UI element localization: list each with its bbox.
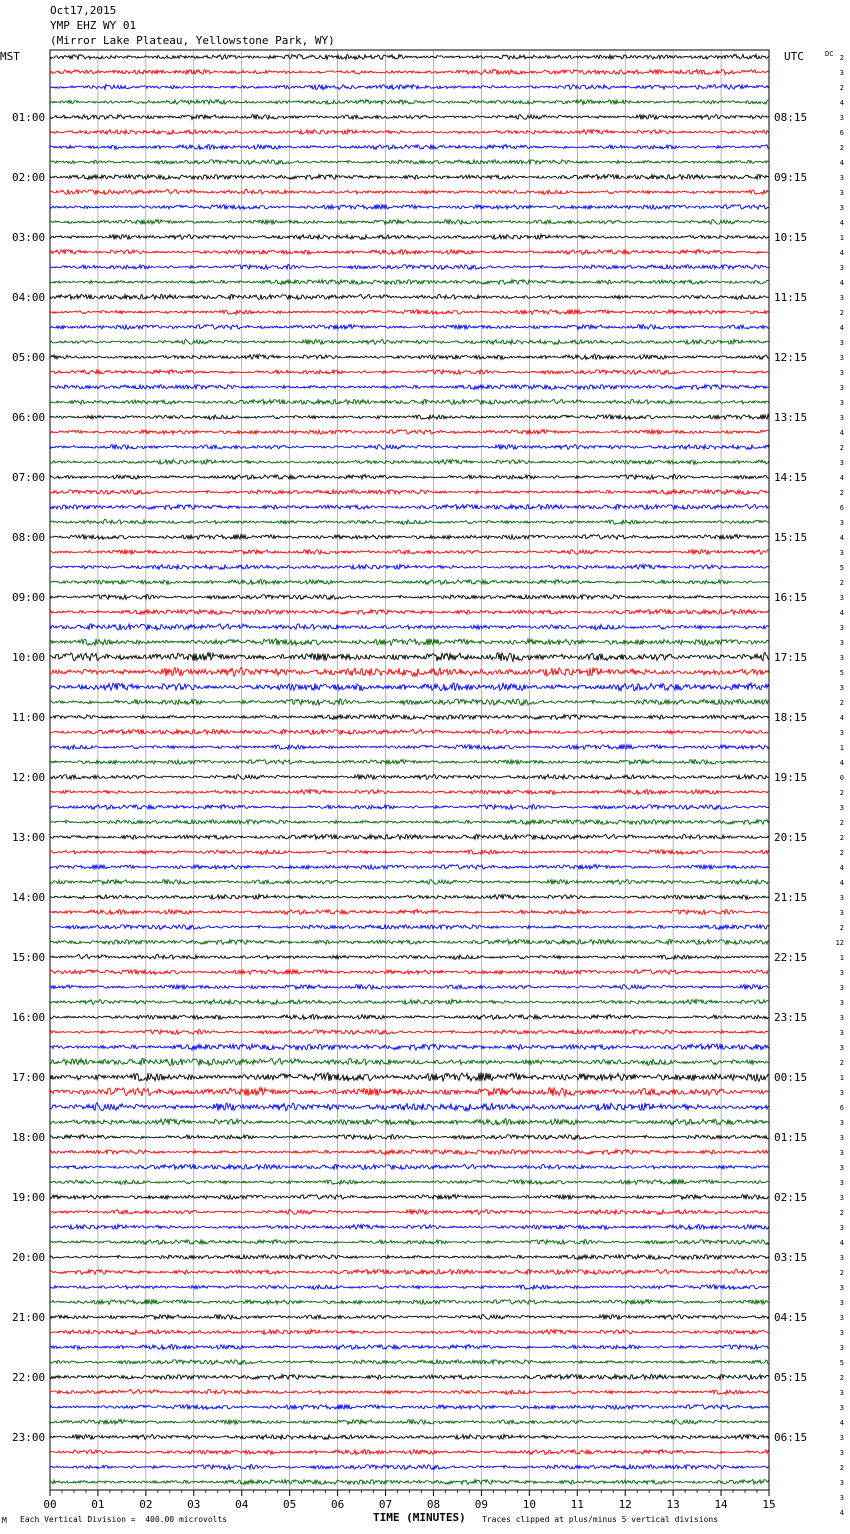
trace-row-55	[50, 880, 769, 885]
dc-offset-value: 4	[839, 1239, 844, 1247]
dc-offset-value: 3	[839, 1149, 844, 1157]
dc-offset-value: 2	[839, 54, 844, 62]
dc-offset-value: 3	[839, 909, 844, 917]
dc-offset-value: 3	[839, 1029, 844, 1037]
dc-offset-value: 4	[839, 1419, 844, 1427]
left-hour-label: 22:00	[12, 1371, 46, 1384]
right-hour-label: 13:15	[774, 411, 808, 424]
left-hour-label: 15:00	[12, 951, 46, 964]
trace-row-68	[50, 1072, 769, 1081]
trace-row-17	[50, 309, 769, 314]
trace-row-5	[50, 129, 769, 134]
trace-row-24	[50, 414, 769, 419]
dc-offset-value: 2	[839, 699, 844, 707]
trace-row-26	[50, 445, 769, 450]
dc-offset-column	[836, 54, 844, 1517]
trace-row-63	[50, 999, 769, 1004]
left-hour-label: 10:00	[12, 651, 46, 664]
dc-offset-value: 12	[835, 939, 844, 947]
right-hour-label: 08:15	[774, 111, 808, 124]
trace-group	[50, 54, 769, 1484]
trace-row-84	[50, 1315, 769, 1320]
dc-offset-value: 3	[839, 984, 844, 992]
left-hour-label: 11:00	[12, 711, 46, 724]
dc-offset-value: 4	[839, 879, 844, 887]
right-hour-label: 06:15	[774, 1431, 808, 1444]
dc-offset-value: 2	[839, 309, 844, 317]
trace-row-27	[50, 459, 769, 464]
trace-row-45	[50, 730, 769, 735]
left-hour-label: 13:00	[12, 831, 46, 844]
trace-row-83	[50, 1299, 769, 1304]
dc-offset-value: 3	[839, 519, 844, 527]
x-axis-ticks	[43, 1490, 775, 1511]
trace-row-50	[50, 805, 769, 810]
trace-row-78	[50, 1224, 769, 1229]
trace-row-73	[50, 1150, 769, 1155]
dc-offset-value: 1	[839, 234, 844, 242]
dc-offset-value: 3	[839, 1254, 844, 1262]
trace-row-91	[50, 1420, 769, 1425]
trace-row-65	[50, 1030, 769, 1035]
dc-offset-value: 2	[839, 489, 844, 497]
dc-offset-value: 4	[839, 714, 844, 722]
dc-offset-value: 4	[839, 429, 844, 437]
dc-offset-value: 4	[839, 1509, 844, 1517]
trace-row-6	[50, 145, 769, 150]
corner-mark: M	[2, 1516, 7, 1525]
x-tick-label: 06	[330, 1498, 345, 1511]
trace-row-40	[50, 652, 769, 661]
trace-row-2	[50, 85, 769, 90]
right-hour-label: 14:15	[774, 471, 808, 484]
left-hour-label: 12:00	[12, 771, 46, 784]
dc-offset-value: 3	[839, 804, 844, 812]
dc-offset-value: 4	[839, 324, 844, 332]
dc-offset-value: 3	[839, 174, 844, 182]
trace-row-53	[50, 850, 769, 855]
dc-offset-value: 1	[839, 954, 844, 962]
trace-row-23	[50, 400, 769, 405]
trace-row-4	[50, 115, 769, 120]
dc-offset-value: 2	[839, 819, 844, 827]
trace-row-20	[50, 355, 769, 360]
x-tick-label: 00	[43, 1498, 57, 1511]
trace-row-9	[50, 190, 769, 195]
trace-row-36	[50, 595, 769, 600]
x-tick-label: 15	[762, 1498, 776, 1511]
x-tick-label: 09	[474, 1498, 489, 1511]
trace-row-13	[50, 250, 769, 255]
trace-row-31	[50, 520, 769, 525]
trace-row-80	[50, 1255, 769, 1260]
dc-offset-value: 5	[839, 1359, 844, 1367]
dc-offset-value: 4	[839, 99, 844, 107]
right-hour-label: 09:15	[774, 171, 808, 184]
dc-offset-value: 3	[839, 294, 844, 302]
x-tick-label: 12	[618, 1498, 632, 1511]
trace-row-47	[50, 760, 769, 765]
x-axis-title: TIME (MINUTES)	[373, 1511, 466, 1524]
trace-row-66	[50, 1044, 769, 1050]
trace-row-93	[50, 1450, 769, 1455]
dc-offset-value: 2	[839, 1209, 844, 1217]
trace-row-67	[50, 1059, 769, 1066]
dc-offset-value: 3	[839, 1134, 844, 1142]
dc-offset-value: 3	[839, 114, 844, 122]
x-tick-label: 10	[522, 1498, 536, 1511]
trace-row-46	[50, 744, 769, 749]
dc-offset-value: 3	[839, 414, 844, 422]
dc-offset-value: 3	[839, 969, 844, 977]
trace-row-35	[50, 580, 769, 585]
trace-row-28	[50, 475, 769, 480]
x-tick-label: 04	[235, 1498, 249, 1511]
trace-row-11	[50, 220, 769, 225]
scale-note: Each Vertical Division = 400.00 microvolts	[20, 1515, 228, 1524]
right-hour-label: 15:15	[774, 531, 808, 544]
trace-row-60	[50, 955, 769, 960]
left-hour-label: 14:00	[12, 891, 46, 904]
dc-offset-value: 3	[839, 1044, 844, 1052]
right-hour-label: 23:15	[774, 1011, 808, 1024]
x-tick-label: 05	[283, 1498, 297, 1511]
right-hour-label: 21:15	[774, 891, 808, 904]
dc-offset-value: 3	[839, 459, 844, 467]
left-hour-label: 07:00	[12, 471, 46, 484]
trace-row-59	[50, 940, 769, 945]
trace-row-3	[50, 99, 769, 104]
trace-row-57	[50, 910, 769, 915]
right-hour-label: 03:15	[774, 1251, 808, 1264]
trace-row-81	[50, 1270, 769, 1275]
dc-offset-value: 2	[839, 579, 844, 587]
station-code: YMP EHZ WY 01	[50, 19, 137, 32]
trace-row-52	[50, 835, 769, 840]
trace-row-62	[50, 985, 769, 990]
trace-row-38	[50, 624, 769, 630]
left-hour-label: 01:00	[12, 111, 46, 124]
trace-row-48	[50, 775, 769, 780]
dc-offset-value: 2	[839, 1374, 844, 1382]
trace-row-8	[50, 175, 769, 180]
dc-offset-value: 3	[839, 999, 844, 1007]
trace-row-33	[50, 550, 769, 555]
trace-row-69	[50, 1087, 769, 1096]
dc-offset-value: 3	[839, 1119, 844, 1127]
trace-row-49	[50, 790, 769, 795]
trace-row-32	[50, 534, 769, 539]
trace-row-74	[50, 1165, 769, 1170]
dc-offset-value: 3	[839, 1434, 844, 1442]
dc-offset-value: 2	[839, 1269, 844, 1277]
dc-offset-value: 2	[839, 849, 844, 857]
dc-offset-value: 3	[839, 1449, 844, 1457]
left-hour-label: 17:00	[12, 1071, 46, 1084]
right-hour-label: 17:15	[774, 651, 808, 664]
left-hour-label: 16:00	[12, 1011, 46, 1024]
trace-row-19	[50, 339, 769, 344]
dc-offset-value: 3	[839, 1164, 844, 1172]
right-hour-label: 18:15	[774, 711, 808, 724]
dc-offset-value: 4	[839, 864, 844, 872]
dc-offset-value: 4	[839, 609, 844, 617]
trace-row-70	[50, 1103, 769, 1111]
dc-offset-value: 0	[839, 774, 844, 782]
trace-row-58	[50, 925, 769, 930]
x-tick-label: 13	[666, 1498, 680, 1511]
dc-offset-value: 2	[839, 789, 844, 797]
right-hour-label: 02:15	[774, 1191, 808, 1204]
right-hour-label: 16:15	[774, 591, 808, 604]
trace-row-16	[50, 295, 769, 300]
dc-offset-value: 1	[839, 744, 844, 752]
trace-row-95	[50, 1480, 769, 1485]
dc-offset-value: 3	[839, 1224, 844, 1232]
trace-row-0	[50, 54, 769, 59]
trace-row-76	[50, 1195, 769, 1200]
dc-offset-value: 4	[839, 474, 844, 482]
trace-row-7	[50, 160, 769, 165]
trace-row-43	[50, 699, 769, 705]
dc-offset-value: 3	[839, 354, 844, 362]
trace-row-72	[50, 1135, 769, 1140]
dc-offset-value: 3	[839, 729, 844, 737]
dc-offset-value: 3	[839, 594, 844, 602]
trace-row-64	[50, 1015, 769, 1020]
dc-offset-value: 2	[839, 1059, 844, 1067]
trace-row-89	[50, 1390, 769, 1395]
dc-offset-value: 3	[839, 1284, 844, 1292]
left-hour-label: 18:00	[12, 1131, 46, 1144]
dc-offset-value: 3	[839, 1314, 844, 1322]
left-hour-label: 04:00	[12, 291, 46, 304]
trace-row-56	[50, 894, 769, 899]
trace-row-22	[50, 385, 769, 390]
x-tick-label: 08	[426, 1498, 441, 1511]
left-hour-labels	[12, 111, 45, 1444]
trace-row-21	[50, 370, 769, 375]
dc-offset-value: 3	[839, 1299, 844, 1307]
dc-offset-value: 6	[839, 504, 844, 512]
dc-offset-value: 3	[839, 339, 844, 347]
dc-offset-value: 4	[839, 159, 844, 167]
trace-row-44	[50, 715, 769, 720]
trace-row-94	[50, 1465, 769, 1470]
trace-row-15	[50, 280, 769, 285]
trace-row-51	[50, 820, 769, 825]
dc-offset-value: 3	[839, 69, 844, 77]
dc-offset-value: 2	[839, 924, 844, 932]
dc-offset-value: 4	[839, 534, 844, 542]
record-date: Oct17,2015	[50, 4, 117, 17]
trace-row-86	[50, 1345, 769, 1350]
x-tick-label: 14	[714, 1498, 728, 1511]
right-hour-label: 22:15	[774, 951, 808, 964]
dc-offset-value: 3	[839, 1389, 844, 1397]
dc-offset-value: 3	[839, 1014, 844, 1022]
trace-row-75	[50, 1179, 769, 1184]
right-hour-labels	[774, 111, 807, 1444]
dc-header-label: DC	[825, 50, 834, 58]
dc-offset-value: 4	[839, 249, 844, 257]
dc-offset-value: 1	[839, 1074, 844, 1082]
dc-offset-value: 3	[839, 264, 844, 272]
x-tick-label: 01	[91, 1498, 105, 1511]
left-hour-label: 19:00	[12, 1191, 46, 1204]
dc-offset-value: 4	[839, 759, 844, 767]
dc-offset-value: 3	[839, 189, 844, 197]
trace-row-29	[50, 490, 769, 495]
left-hour-label: 03:00	[12, 231, 46, 244]
dc-offset-value: 3	[839, 1089, 844, 1097]
x-tick-label: 03	[187, 1498, 201, 1511]
right-hour-label: 00:15	[774, 1071, 808, 1084]
trace-row-37	[50, 610, 769, 615]
right-hour-label: 04:15	[774, 1311, 808, 1324]
x-tick-label: 02	[139, 1498, 153, 1511]
trace-row-12	[50, 234, 769, 239]
trace-row-82	[50, 1285, 769, 1290]
left-hour-label: 09:00	[12, 591, 46, 604]
trace-row-92	[50, 1434, 769, 1439]
trace-row-10	[50, 204, 769, 209]
x-tick-label: 07	[378, 1498, 393, 1511]
trace-row-71	[50, 1119, 769, 1126]
dc-offset-value: 6	[839, 1104, 844, 1112]
right-hour-label: 20:15	[774, 831, 808, 844]
dc-offset-value: 3	[839, 399, 844, 407]
left-timezone-label: MST	[0, 50, 20, 63]
dc-offset-value: 3	[839, 639, 844, 647]
station-location: (Mirror Lake Plateau, Yellowstone Park, WY)	[50, 34, 335, 47]
x-tick-label: 11	[570, 1498, 584, 1511]
right-hour-label: 19:15	[774, 771, 808, 784]
dc-offset-value: 6	[839, 129, 844, 137]
dc-offset-value: 3	[839, 654, 844, 662]
trace-row-30	[50, 505, 769, 510]
right-hour-label: 05:15	[774, 1371, 808, 1384]
dc-offset-value: 4	[839, 279, 844, 287]
dc-offset-value: 3	[839, 1479, 844, 1487]
trace-row-42	[50, 683, 769, 691]
dc-offset-value: 2	[839, 144, 844, 152]
trace-row-18	[50, 325, 769, 330]
dc-offset-value: 5	[839, 669, 844, 677]
left-hour-label: 23:00	[12, 1431, 46, 1444]
dc-offset-value: 2	[839, 444, 844, 452]
right-hour-label: 12:15	[774, 351, 808, 364]
dc-offset-value: 3	[839, 684, 844, 692]
right-timezone-label: UTC	[784, 50, 804, 63]
right-hour-label: 11:15	[774, 291, 808, 304]
trace-row-79	[50, 1240, 769, 1245]
left-hour-label: 20:00	[12, 1251, 46, 1264]
left-hour-label: 08:00	[12, 531, 46, 544]
right-hour-label: 01:15	[774, 1131, 808, 1144]
left-hour-label: 02:00	[12, 171, 46, 184]
trace-row-14	[50, 265, 769, 270]
dc-offset-value: 3	[839, 1494, 844, 1502]
dc-offset-value: 3	[839, 894, 844, 902]
trace-row-54	[50, 865, 769, 870]
dc-offset-value: 3	[839, 1404, 844, 1412]
trace-row-39	[50, 638, 769, 645]
trace-row-34	[50, 564, 769, 569]
left-hour-label: 05:00	[12, 351, 46, 364]
dc-offset-value: 2	[839, 834, 844, 842]
left-hour-label: 06:00	[12, 411, 46, 424]
dc-offset-value: 3	[839, 624, 844, 632]
dc-offset-value: 4	[839, 219, 844, 227]
left-hour-label: 21:00	[12, 1311, 46, 1324]
trace-row-85	[50, 1329, 769, 1334]
clip-note: Traces clipped at plus/minus 5 vertical divisions	[482, 1515, 719, 1524]
dc-offset-value: 2	[839, 1464, 844, 1472]
dc-offset-value: 3	[839, 549, 844, 557]
trace-row-90	[50, 1404, 769, 1409]
trace-row-88	[50, 1375, 769, 1380]
dc-offset-value: 3	[839, 1344, 844, 1352]
trace-row-77	[50, 1210, 769, 1215]
right-hour-label: 10:15	[774, 231, 808, 244]
trace-row-87	[50, 1360, 769, 1365]
dc-offset-value: 3	[839, 1179, 844, 1187]
dc-offset-value: 3	[839, 369, 844, 377]
dc-offset-value: 3	[839, 204, 844, 212]
dc-offset-value: 5	[839, 564, 844, 572]
dc-offset-value: 2	[839, 84, 844, 92]
trace-row-1	[50, 69, 769, 74]
trace-row-25	[50, 430, 769, 435]
trace-row-41	[50, 667, 769, 676]
dc-offset-value: 3	[839, 1329, 844, 1337]
dc-offset-value: 3	[839, 384, 844, 392]
trace-row-61	[50, 969, 769, 974]
dc-offset-value: 3	[839, 1194, 844, 1202]
